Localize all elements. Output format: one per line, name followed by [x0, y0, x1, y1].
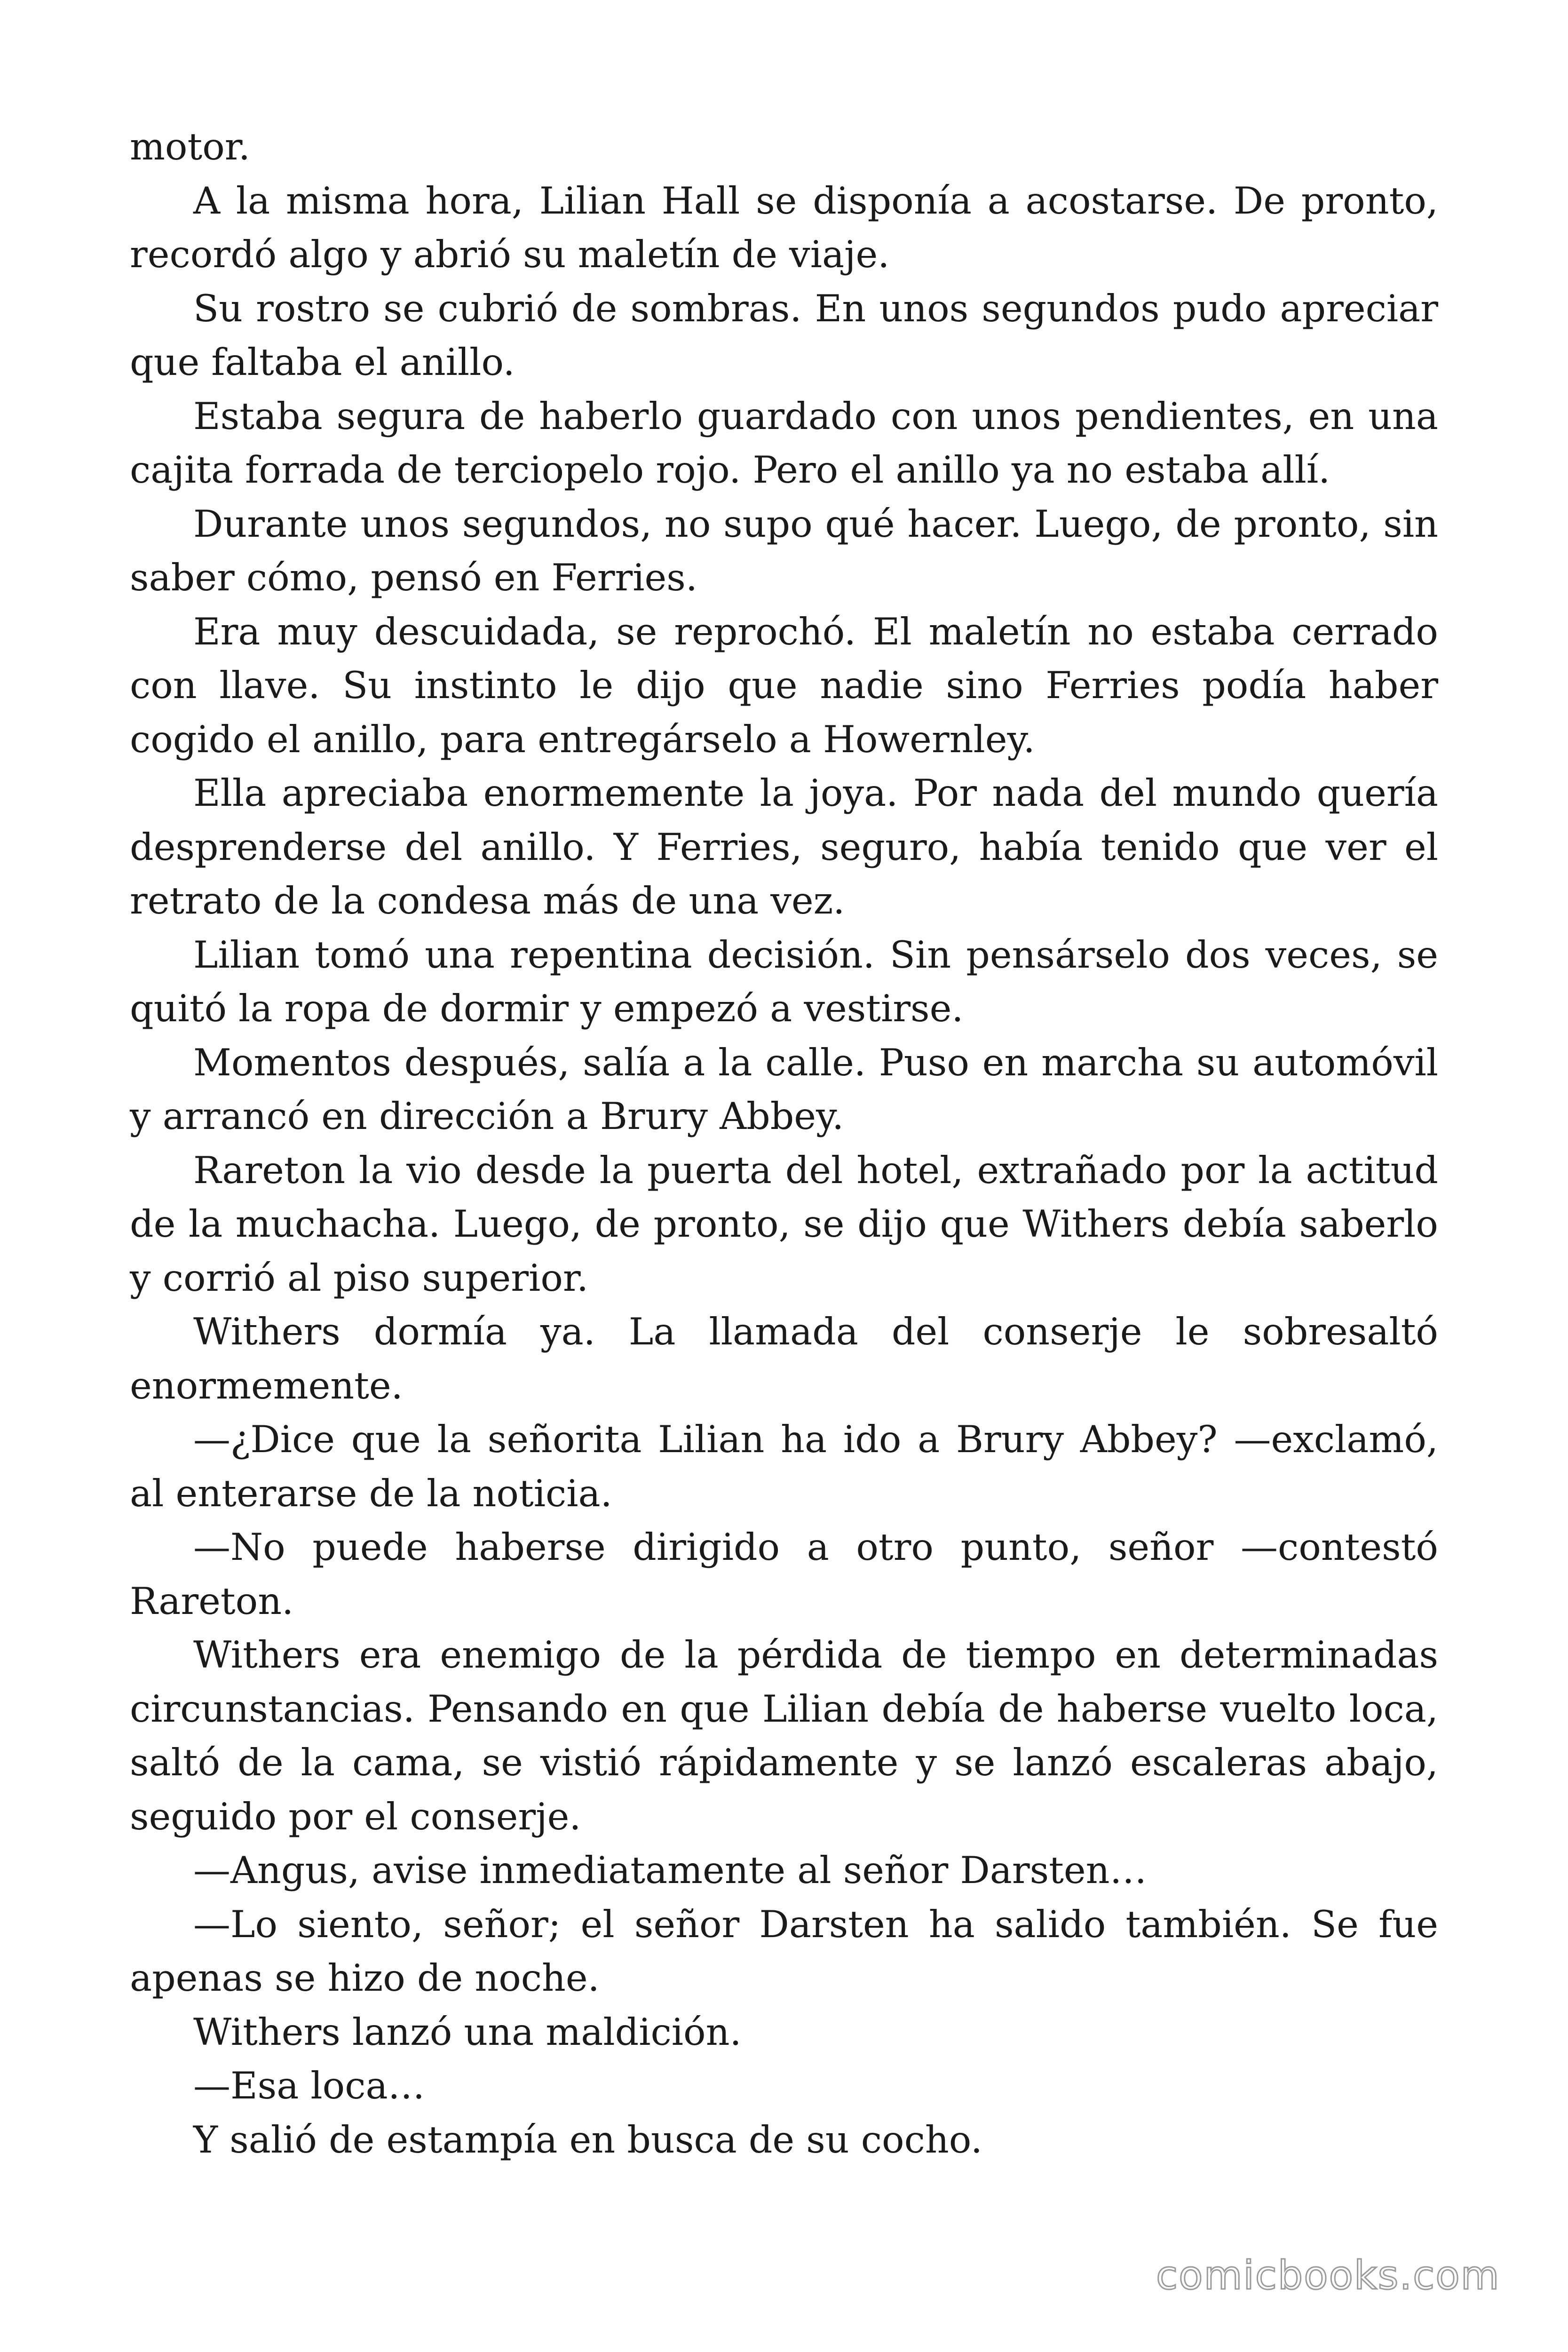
paragraph: Momentos después, salía a la calle. Puso en marcha su automóvil y arrancó en dirección a Brury Abbey.	[130, 1041, 1438, 1138]
paragraph: Withers lanzó una maldición.	[193, 2010, 742, 2054]
paragraph: Durante unos segundos, no supo qué hacer. Luego, de pronto, sin saber cómo, pensó en Ferries.	[130, 502, 1438, 599]
paragraph: Rareton la vio desde la puerta del hotel, extrañado por la actitud de la muchacha. Luego, de pronto, se dijo que Withers debía saberlo y corrió al piso superior.	[130, 1148, 1438, 1300]
dialogue-paragraph: —Esa loca…	[193, 2064, 425, 2107]
paragraph: Ella apreciaba enormemente la joya. Por nada del mundo quería desprenderse del anillo. Y Ferries, seguro, había tenido que ver el retrato de la condesa más de una vez.	[130, 771, 1438, 922]
paragraph: Y salió de estampía en busca de su cocho.	[193, 2118, 983, 2161]
paragraph: A la misma hora, Lilian Hall se disponía a acostarse. De pronto, recordó algo y abrió su maletín de viaje.	[130, 179, 1438, 276]
dialogue-paragraph: —¿Dice que la señorita Lilian ha ido a Brury Abbey? —exclamó, al enterarse de la noticia.	[130, 1418, 1438, 1515]
dialogue-paragraph: —No puede haberse dirigido a otro punto, señor —contestó Rareton.	[130, 1526, 1438, 1623]
paragraph: Era muy descuidada, se reprochó. El maletín no estaba cerrado con llave. Su instinto le dijo que nadie sino Ferries podía haber cogido el anillo, para entregárselo a Howernley.	[130, 610, 1438, 761]
paragraph-continuation: motor.	[130, 125, 250, 168]
paragraph: Su rostro se cubrió de sombras. En unos segundos pudo apreciar que faltaba el anillo.	[130, 286, 1438, 384]
dialogue-paragraph: —Lo siento, señor; el señor Darsten ha salido también. Se fue apenas se hizo de noche.	[130, 1902, 1438, 2000]
dialogue-paragraph: —Angus, avise inmediatamente al señor Darsten…	[193, 1849, 1147, 1892]
book-page-text	[130, 120, 1438, 2167]
paragraph: Estaba segura de haberlo guardado con unos pendientes, en una cajita forrada de terciopelo rojo. Pero el anillo ya no estaba allí.	[130, 394, 1438, 492]
paragraph: Withers dormía ya. La llamada del conserje le sobresaltó enormemente.	[130, 1310, 1438, 1407]
watermark: comicbooks.com	[1156, 2252, 1500, 2298]
paragraph: Withers era enemigo de la pérdida de tiempo en determinadas circunstancias. Pensando en que Lilian debía de haberse vuelto loca, saltó de la cama, se vistió rápidamente y se lanzó escaleras abajo, seguido por el conserje.	[130, 1633, 1438, 1838]
paragraph: Lilian tomó una repentina decisión. Sin pensárselo dos veces, se quitó la ropa de dormir y empezó a vestirse.	[130, 933, 1438, 1030]
